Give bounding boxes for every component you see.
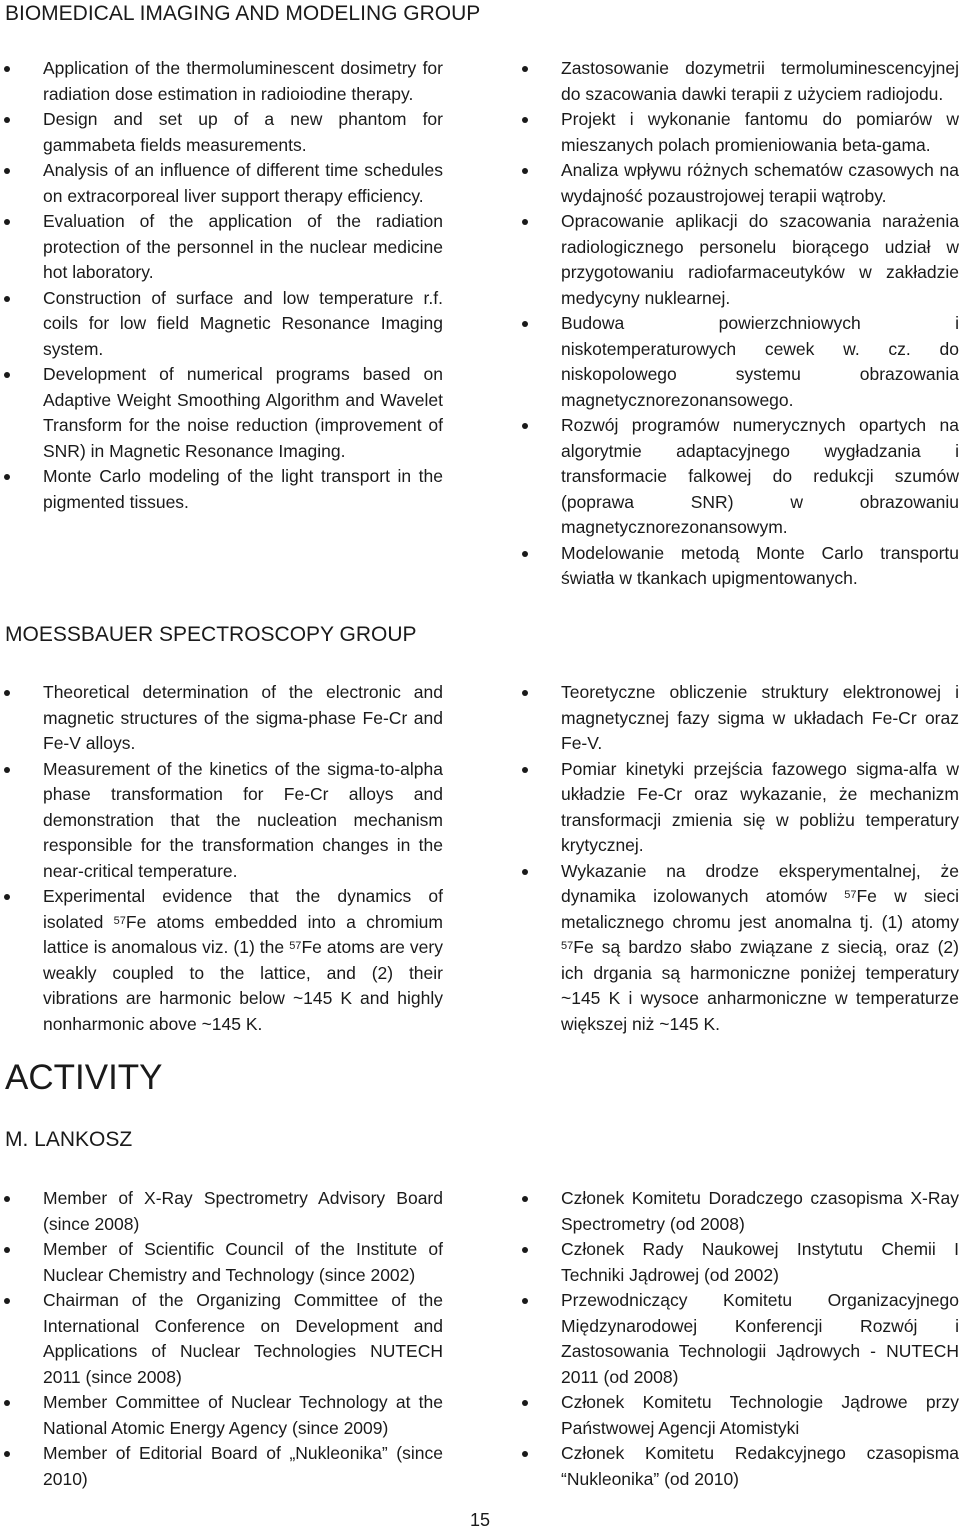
list-item: Chairman of the Organizing Committee of the International Conference on Development and Applications of Nuclear Technologies NUTECH 2011 (since 2008) bbox=[0, 1288, 443, 1390]
list-item: Zastosowanie dozymetrii termoluminescencyjnej do szacowania dawki terapii z użyciem radiojodu. bbox=[518, 56, 959, 107]
list-item: Experimental evidence that the dynamics of isolated $^{57}$Fe atoms embedded into a chromium lattice is anomalous viz. (1) the $^{57}$Fe atoms are very weakly coupled to the lattice, and (2) their vibrations are harmonic below ~145 K and highly nonharmonic above ~145 K. bbox=[0, 884, 443, 1037]
bullet-icon bbox=[4, 1400, 10, 1406]
biomedical-list-pl bbox=[518, 56, 959, 592]
bullet-icon bbox=[522, 869, 528, 875]
list-item: Measurement of the kinetics of the sigma-to-alpha phase transformation for Fe-Cr alloys and demonstration that the nucleation mechanism responsible for the transformation changes in the near-critical temperature. bbox=[0, 757, 443, 885]
bullet-icon bbox=[522, 551, 528, 557]
list-item: Member of Scientific Council of the Institute of Nuclear Chemistry and Technology (since 2002) bbox=[0, 1237, 443, 1288]
list-item: Construction of surface and low temperature r.f. coils for low field Magnetic Resonance Imaging system. bbox=[0, 286, 443, 363]
list-item: Rozwój programów numerycznych opartych na algorytmie adaptacyjnego wygładzania i transformacie falkowej do redukcji szumów (poprawa SNR) w obrazowaniu magnetycznorezonansowym. bbox=[518, 413, 959, 541]
bullet-icon bbox=[522, 767, 528, 773]
isotope-superscript: 57 bbox=[844, 889, 857, 901]
bullet-icon bbox=[522, 1196, 528, 1202]
list-item: Wykazanie na drodze eksperymentalnej, że dynamika izolowanych atomów $^{57}$Fe w sieci metalicznego chromu jest anomalna tj. (1) atomy $^{57}$Fe są bardzo słabo związane z siecią, oraz (2) ich drgania są harmoniczne poniżej temperatury ~145 K i wysoce anharmoniczne w temperaturze większej niż ~145 K. bbox=[518, 859, 959, 1038]
bullet-icon bbox=[4, 767, 10, 773]
bullet-icon bbox=[522, 168, 528, 174]
list-item: Członek Komitetu Technologie Jądrowe przy Państwowej Agencji Atomistyki bbox=[518, 1390, 959, 1441]
bullet-icon bbox=[4, 168, 10, 174]
list-item: Analiza wpływu różnych schematów czasowych na wydajność pozaustrojowej terapii wątroby. bbox=[518, 158, 959, 209]
bullet-icon bbox=[4, 474, 10, 480]
bullet-icon bbox=[4, 296, 10, 302]
activity-list-en bbox=[0, 1186, 443, 1492]
list-item: Pomiar kinetyki przejścia fazowego sigma-alfa w układzie Fe-Cr oraz wykazanie, że mechanizm transformacji zmienia się w pobliżu temperatury krytycznej. bbox=[518, 757, 959, 859]
bullet-icon bbox=[522, 1451, 528, 1457]
list-item: Monte Carlo modeling of the light transport in the pigmented tissues. bbox=[0, 464, 443, 515]
bullet-icon bbox=[4, 1451, 10, 1457]
list-item: Teoretyczne obliczenie struktury elektronowej i magnetycznej fazy sigma w układach Fe-Cr oraz Fe-V. bbox=[518, 680, 959, 757]
list-item: Development of numerical programs based on Adaptive Weight Smoothing Algorithm and Wavelet Transform for the noise reduction (improvement of SNR) in Magnetic Resonance Imaging. bbox=[0, 362, 443, 464]
page-number: 15 bbox=[469, 1510, 491, 1530]
list-item: Evaluation of the application of the radiation protection of the personnel in the nuclear medicine hot laboratory. bbox=[0, 209, 443, 286]
bullet-icon bbox=[4, 66, 10, 72]
list-item: Członek Rady Naukowej Instytutu Chemii I Techniki Jądrowej (od 2002) bbox=[518, 1237, 959, 1288]
list-item: Członek Komitetu Doradczego czasopisma X-Ray Spectrometry (od 2008) bbox=[518, 1186, 959, 1237]
activity-list-pl bbox=[518, 1186, 959, 1492]
list-item: Członek Komitetu Redakcyjnego czasopisma “Nukleonika” (od 2010) bbox=[518, 1441, 959, 1492]
bullet-icon bbox=[522, 423, 528, 429]
bullet-icon bbox=[522, 117, 528, 123]
section-heading-biomedical: BIOMEDICAL IMAGING AND MODELING GROUP bbox=[5, 2, 481, 25]
list-item: Member of Editorial Board of „Nukleonika” (since 2010) bbox=[0, 1441, 443, 1492]
list-item: Modelowanie metodą Monte Carlo transportu światła w tkankach upigmentowanych. bbox=[518, 541, 959, 592]
bullet-icon bbox=[4, 894, 10, 900]
bullet-icon bbox=[522, 1247, 528, 1253]
bullet-icon bbox=[4, 117, 10, 123]
bullet-icon bbox=[4, 1298, 10, 1304]
list-item: Application of the thermoluminescent dosimetry for radiation dose estimation in radioiodine therapy. bbox=[0, 56, 443, 107]
list-item: Przewodniczący Komitetu Organizacyjnego Międzynarodowej Konferencji Rozwój i Zastosowania Technologii Jądrowych - NUTECH 2011 (od 2008) bbox=[518, 1288, 959, 1390]
moessbauer-list-pl bbox=[518, 680, 959, 1037]
isotope-superscript: 57 bbox=[113, 914, 126, 927]
bullet-icon bbox=[4, 372, 10, 378]
bullet-icon bbox=[522, 1298, 528, 1304]
bullet-icon bbox=[522, 66, 528, 72]
bullet-icon bbox=[4, 219, 10, 225]
list-item: Member of X-Ray Spectrometry Advisory Board (since 2008) bbox=[0, 1186, 443, 1237]
bullet-icon bbox=[522, 1400, 528, 1406]
bullet-icon bbox=[522, 219, 528, 225]
bullet-icon bbox=[4, 1196, 10, 1202]
bullet-icon bbox=[4, 1247, 10, 1253]
list-item: Analysis of an influence of different time schedules on extracorporeal liver support therapy efficiency. bbox=[0, 158, 443, 209]
list-item: Theoretical determination of the electronic and magnetic structures of the sigma-phase Fe-Cr and Fe-V alloys. bbox=[0, 680, 443, 757]
list-item: Design and set up of a new phantom for gammabeta fields measurements. bbox=[0, 107, 443, 158]
isotope-superscript: 57 bbox=[561, 940, 574, 952]
bullet-icon bbox=[522, 690, 528, 696]
moessbauer-list-en bbox=[0, 680, 443, 1037]
bullet-icon bbox=[4, 690, 10, 696]
section-heading-moessbauer: MOESSBAUER SPECTROSCOPY GROUP bbox=[5, 623, 417, 646]
bullet-icon bbox=[522, 321, 528, 327]
isotope-superscript: 57 bbox=[289, 940, 302, 952]
list-item: Member Committee of Nuclear Technology at the National Atomic Energy Agency (since 2009) bbox=[0, 1390, 443, 1441]
activity-heading: ACTIVITY bbox=[5, 1058, 163, 1097]
list-item: Opracowanie aplikacji do szacowania narażenia radiologicznego personelu biorącego udział w przygotowaniu radiofarmaceutyków w zakładzie medycyny nuklearnej. bbox=[518, 209, 959, 311]
list-item: Budowa powierzchniowych i niskotemperaturowych cewek w. cz. do niskopolowego systemu obrazowania magnetycznorezonansowego. bbox=[518, 311, 959, 413]
person-name: M. LANKOSZ bbox=[5, 1128, 133, 1151]
biomedical-list-en bbox=[0, 56, 443, 515]
list-item: Projekt i wykonanie fantomu do pomiarów w mieszanych polach promieniowania beta-gama. bbox=[518, 107, 959, 158]
